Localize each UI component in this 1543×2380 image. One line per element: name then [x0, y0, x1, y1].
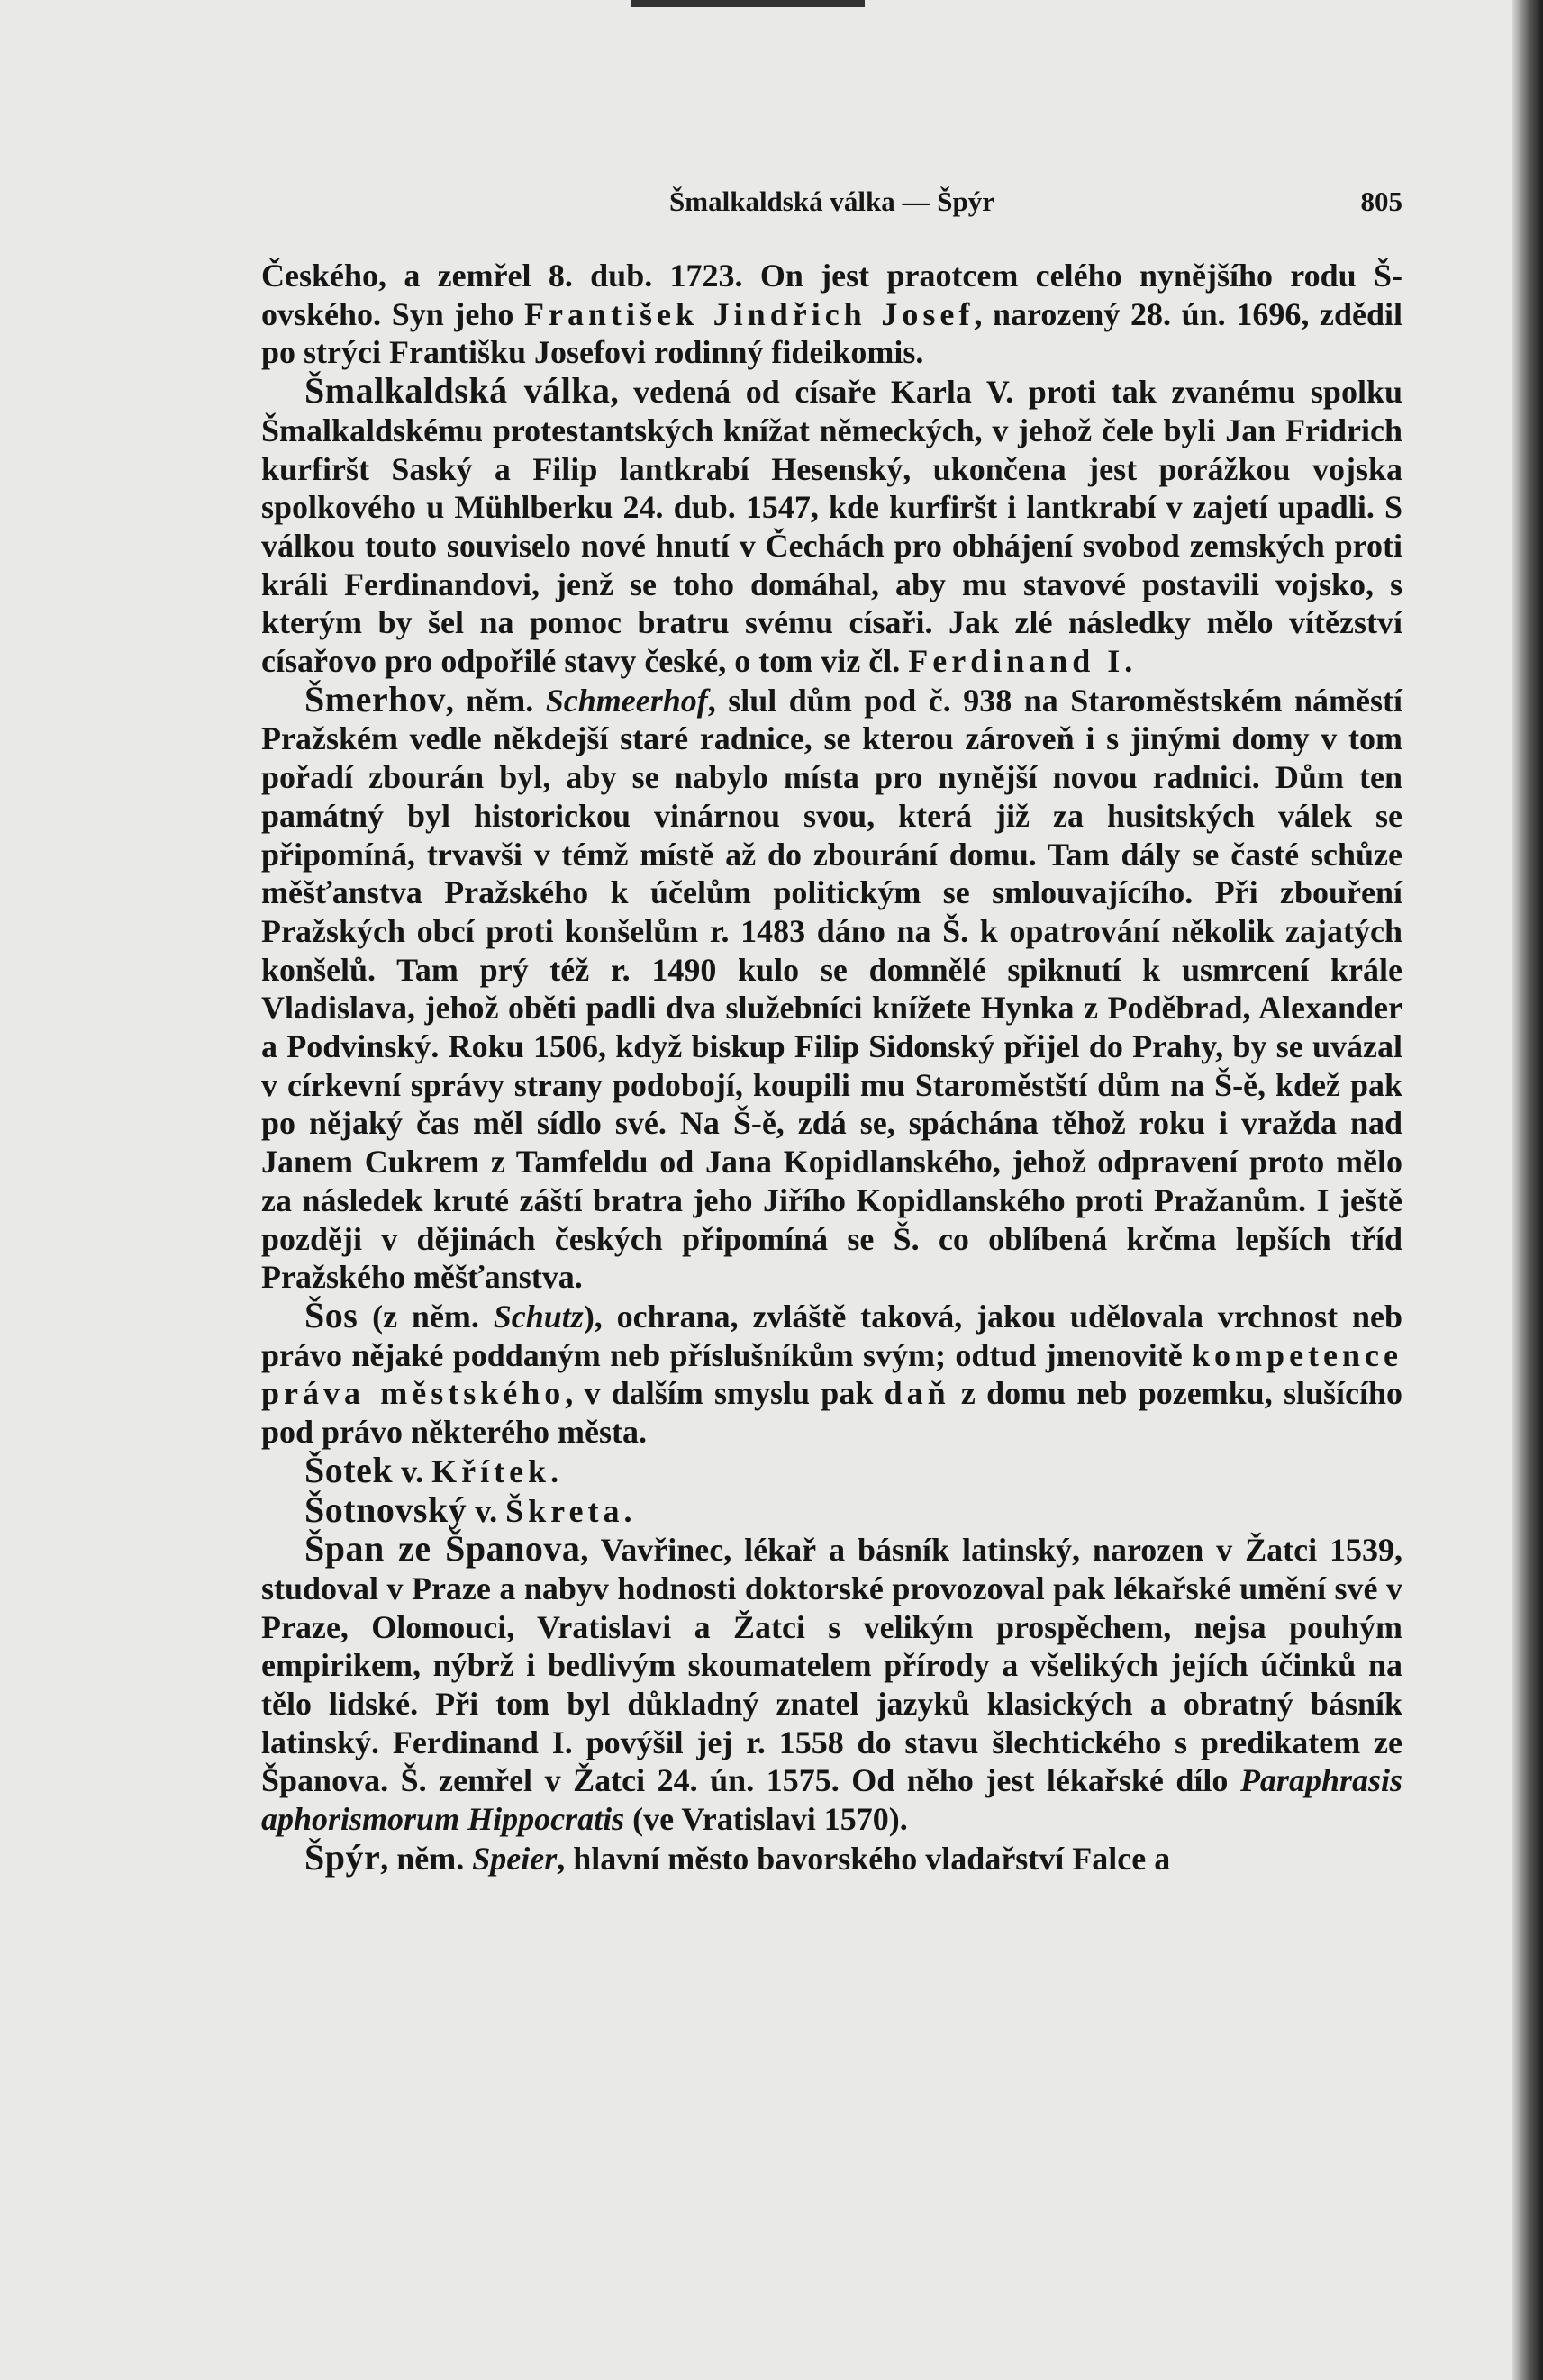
- page-header: [261, 176, 1402, 221]
- headword: Šos: [304, 1294, 359, 1335]
- entry-sotnovsky: Šotnovský v. Škreta.: [304, 1489, 637, 1530]
- entry-sotek: Šotek v. Křítek.: [304, 1449, 564, 1490]
- entry-span-ze-spanova: Špan ze Španova, Vavřinec, lékař a básník latinský, narozen v Žatci 1539, studoval v Praze a nabyv hodnosti doktorské provozoval pak lékařské umění své v Praze, Olomouci, Vratislavi a Žatci s velikým prospěchem, nejsa pouhým empirikem, nýbrž i bedlivým skoumatelem přírody a všelikých jejích účinků na tělo lidské. Při tom byl důkladný znatel jazyků klasických a obratný básník latinský. Ferdinand I. povýšil jej r. 1558 do stavu šlechtického s predikatem ze Španova. Š. zemřel v Žatci 24. ún. 1575. Od něho jest lékařské dílo Paraphrasis aphorismorum Hippocratis (ve Vratislavi 1570).: [261, 1528, 1402, 1838]
- scan-shadow-right: [1512, 0, 1543, 2380]
- entry-smalkaldska-valka: Šmalkaldská válka, vedená od císaře Karla V. proti tak zvanému spolku Šmalkaldskému protestantských knížat německých, v jehož čele byli Jan Fridrich kurfiršt Saský a Filip lantkrabí Hesenský, ukončena jest porážkou vojska spolkového u Mühlberku 24. dub. 1547, kde kurfiršt i lantkrabí v zajetí upadli. S válkou touto souviselo nové hnutí v Čechách pro obhájení svobod zemských proti králi Ferdinandovi, jenž se toho domáhal, aby mu stavové postavili vojsko, s kterým by šel na pomoc bratru svému císaři. Jak zlé následky mělo vítězství císařovo pro odpořilé stavy české, o tom viz čl. Ferdinand I.: [261, 370, 1402, 680]
- page-number: 805: [1360, 186, 1402, 217]
- scan-shadow-top: [631, 0, 865, 7]
- book-page: [261, 176, 1402, 1878]
- headword: Šmerhov: [304, 678, 446, 719]
- headword: Šotek: [304, 1449, 394, 1490]
- running-head: Šmalkaldská válka — Špýr: [669, 186, 994, 217]
- headword: Šotnovský: [304, 1489, 467, 1530]
- headword: Špýr: [304, 1836, 381, 1878]
- entry-spyr: Špýr, něm. Speier, hlavní město bavorského vladařství Falce a: [304, 1836, 1171, 1878]
- entry-sos: Šos (z něm. Schutz), ochrana, zvláště taková, jakou udělovala vrchnost neb právo nějaké poddaným neb příslušníkům svým; odtud jmenovitě kompetence práva městského, v dalším smyslu pak daň z domu neb pozemku, slušícího pod právo některého města.: [261, 1294, 1402, 1451]
- headword: Špan ze Španova: [304, 1528, 581, 1570]
- headword: Šmalkaldská válka: [304, 370, 611, 412]
- entry-smerhov: Šmerhov, něm. Schmeerhof, slul dům pod č. 938 na Staroměstském náměstí Pražském vedle někdejší staré radnice, se kterou zároveň i s jinými domy v tom pořadí zbourán byl, aby se nabylo místa pro nynější novou radnici. Dům ten památný byl historickou vinárnou svou, která již za husitských válek se připomíná, trvavši v témž místě až do zbourání domu. Tam dály se časté schůze měšťanstva Pražského k účelům politickým se smlouvajícího. Při zbouření Pražských obcí proti konšelům r. 1483 dáno na Š. k opatrování několik zajatých konšelů. Tam prý též r. 1490 kulo se domnělé spiknutí k usmrcení krále Vladislava, jehož oběti padli dva služebníci knížete Hynka z Poděbrad, Alexander a Podvinský. Roku 1506, když biskup Filip Sidonský přijel do Prahy, by se uvázal v církevní správy strany podobojí, koupili mu Staroměstští dům na Š-ě, kdež pak po nějaký čas měl sídlo své. Na Š-ě, zdá se, spáchána těhož roku i vražda nad Janem Cukrem z Tamfeldu od Jana Kopidlanského, jehož odpravení proto mělo za následek kruté záští bratra jeho Jiřího Kopidlanského proti Pražanům. I ještě později v dějinách českých připomíná se Š. co oblíbená krčma lepších tříd Pražského měšťanstva.: [261, 678, 1402, 1296]
- entry-continuation: Českého, a zemřel 8. dub. 1723. On jest praotcem celého nynějšího rodu Š-ovského. Syn jeho František Jindřich Josef, narozený 28. ún. 1696, zdědil po strýci Františku Josefovi rodinný fideikomis.: [261, 258, 1402, 371]
